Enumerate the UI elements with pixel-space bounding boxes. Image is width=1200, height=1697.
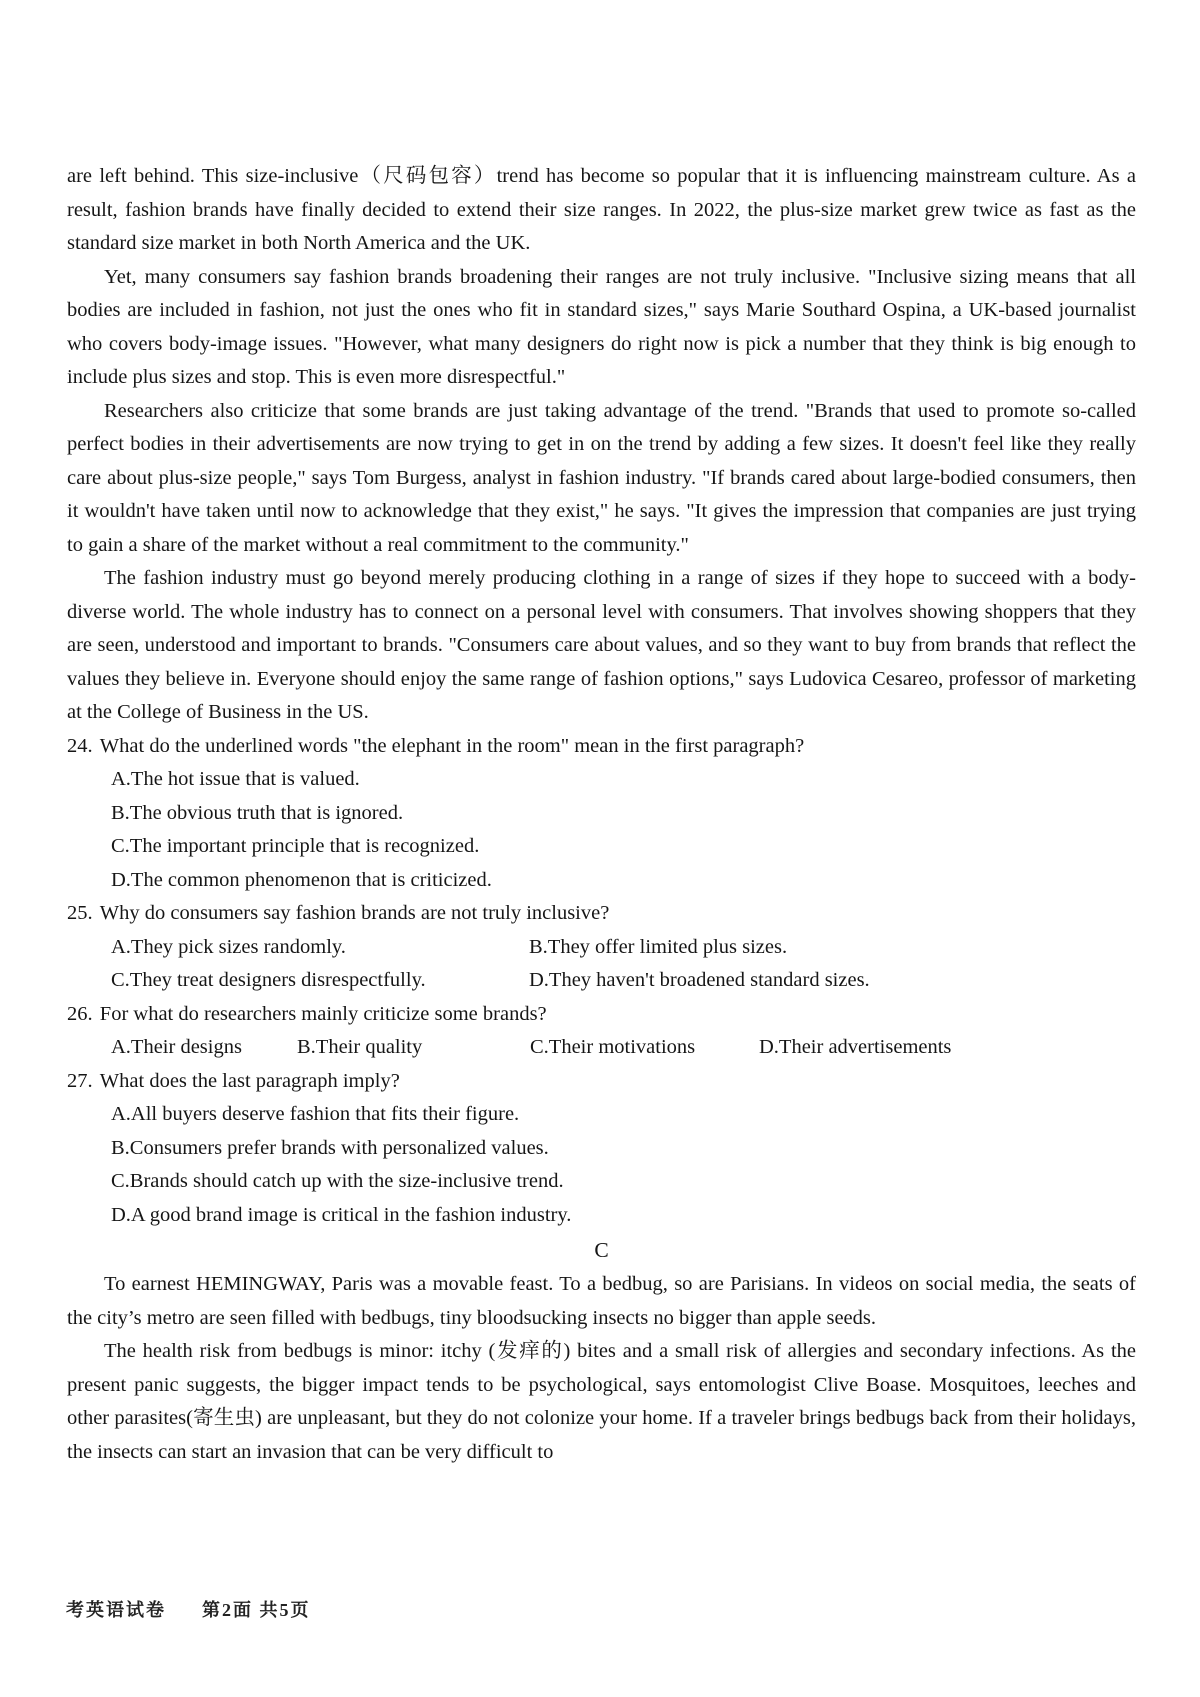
passage-paragraph: Researchers also criticize that some brands are just taking advantage of the trend. "Brands that used to promote so-called perfect bodies in their advertisements are now trying to get in on the trend by adding a few sizes. It doesn't feel like they really care about plus-size people," says Tom Burgess, analyst in fashion industry. "If brands cared about large-bodied consumers, then it wouldn't have taken until now to acknowledge that they exist," he says. "It gives the impression that companies are just trying to gain a share of the market without a real commitment to the community.": [67, 399, 1136, 556]
options-list: [111, 763, 1136, 897]
questions-24-27: [67, 730, 1136, 1233]
answer-option: C.Their motivations: [530, 1036, 696, 1058]
answer-option: D.Their advertisements: [759, 1036, 952, 1058]
passage-paragraph: To earnest HEMINGWAY, Paris was a movable feast. To a bedbug, so are Parisians. In videos on social media, the seats of the city’s metro are seen filled with bedbugs, tiny bloodsucking insects no bigger than apple seeds.: [67, 1273, 1136, 1329]
answer-option: A.All buyers deserve fashion that fits their figure.: [111, 1103, 520, 1125]
answer-option: B.The obvious truth that is ignored.: [111, 801, 404, 824]
answer-option: B.Consumers prefer brands with personalized values.: [111, 1136, 549, 1159]
answer-option: C.They treat designers disrespectfully.: [111, 969, 426, 991]
question-line: [67, 1065, 1136, 1099]
question-number: 25.: [67, 902, 93, 924]
passage-paragraph: Yet, many consumers say fashion brands broadening their ranges are not truly inclusive. "Inclusive sizing means that all bodies are included in fashion, not just the ones who fit in standard sizes," says Marie Southard Ospina, a UK-based journalist who covers body-image issues. "However, what many designers do right now is pick a number that they think is big enough to include plus sizes and stop. This is even more disrespectful.": [67, 265, 1136, 388]
answer-option: C.The important principle that is recognized.: [111, 835, 480, 857]
question-stem: Why do consumers say fashion brands are not truly inclusive?: [99, 902, 610, 924]
question-number: 27.: [67, 1069, 93, 1092]
question-block: [67, 730, 1136, 898]
answer-option: A.The hot issue that is valued.: [111, 768, 360, 790]
answer-option: B.They offer limited plus sizes.: [529, 935, 788, 958]
footer-page-info: 第2面 共5页: [202, 1600, 311, 1620]
answer-option: D.The common phenomenon that is criticized.: [111, 868, 492, 891]
options-list: [111, 931, 1136, 998]
answer-option: A.Their designs: [111, 1036, 242, 1058]
section-c-heading: C: [594, 1238, 609, 1262]
options-list: [111, 1031, 1136, 1065]
question-block: [67, 1065, 1136, 1233]
footer-exam-title: 考英语试卷: [66, 1600, 166, 1620]
answer-option: B.Their quality: [297, 1036, 423, 1058]
answer-option: D.They haven't broadened standard sizes.: [529, 969, 870, 991]
question-number: 26.: [67, 1002, 93, 1025]
question-number: 24.: [67, 734, 93, 757]
question-line: [67, 730, 1136, 764]
question-stem: For what do researchers mainly criticize some brands?: [99, 1002, 547, 1025]
passage-paragraph: are left behind. This size-inclusive（尺码包容）trend has become so popular that it is influencing mainstream culture. As a result, fashion brands have finally decided to extend their size ranges. In 2022, the plus-size market grew twice as fast as the standard size market in both North America and the UK.: [67, 165, 1136, 254]
passage-paragraph: The fashion industry must go beyond merely producing clothing in a range of sizes if they hope to succeed with a body-diverse world. The whole industry has to connect on a personal level with consumers. That involves showing shoppers that they are seen, understood and important to brands. "Consumers care about values, and so they want to buy from brands that reflect the values they believe in. Everyone should enjoy the same range of fashion options," says Ludovica Cesareo, professor of marketing at the College of Business in the US.: [67, 567, 1136, 723]
answer-option: C.Brands should catch up with the size-inclusive trend.: [111, 1170, 564, 1192]
passage-c: [67, 1268, 1136, 1469]
question-block: [67, 998, 1136, 1065]
answer-option: A.They pick sizes randomly.: [111, 935, 346, 958]
answer-option: D.A good brand image is critical in the fashion industry.: [111, 1203, 572, 1226]
question-line: [67, 897, 1136, 931]
question-stem: What does the last paragraph imply?: [99, 1069, 400, 1092]
options-list: [111, 1098, 1136, 1232]
question-stem: What do the underlined words "the elephant in the room" mean in the first paragraph?: [99, 734, 805, 757]
question-block: [67, 897, 1136, 998]
passage-paragraph: The health risk from bedbugs is minor: itchy (发痒的) bites and a small risk of allergies and secondary infections. As the present panic suggests, the bigger impact tends to be psychological, says entomologist Clive Boase. Mosquitoes, leeches and other parasites(寄生虫) are unpleasant, but they do not colonize your home. If a traveler brings bedbugs back from their holidays, the insects can start an invasion that can be very difficult to: [67, 1340, 1136, 1463]
passage-b-continuation: [67, 160, 1136, 730]
question-line: [67, 998, 1136, 1032]
page-footer: [66, 1596, 311, 1622]
